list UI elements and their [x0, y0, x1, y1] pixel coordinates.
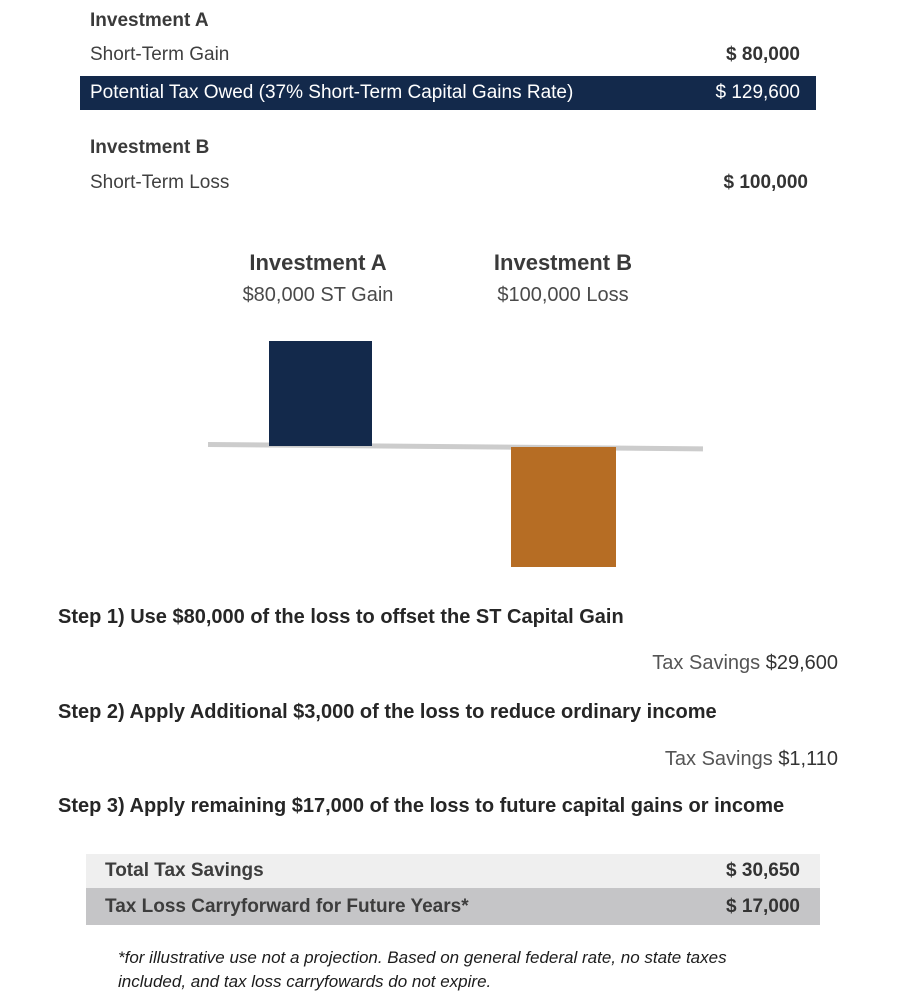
- chart-investment-a-subtitle: $80,000 ST Gain: [242, 284, 394, 306]
- step-3-text: Step 3) Apply remaining $17,000 of the loss to future capital gains or income: [58, 795, 785, 817]
- chart-column-a-header: [188, 250, 448, 307]
- footnote-disclaimer: *for illustrative use not a projection. Based on general federal rate, no state taxes included, and tax loss carryfowards do not expire.: [118, 948, 727, 992]
- step-1-tax-savings: [0, 652, 838, 675]
- step-2-tax-savings-value: $1,110: [778, 748, 838, 770]
- chart-investment-a-title: Investment A: [249, 250, 387, 275]
- investment-a-heading: Investment A: [90, 10, 209, 31]
- step-1-text: Step 1) Use $80,000 of the loss to offset the ST Capital Gain: [58, 606, 624, 628]
- carryforward-label: Tax Loss Carryforward for Future Years*: [105, 895, 469, 917]
- carryforward-row: [86, 888, 820, 925]
- short-term-loss-row: [80, 172, 816, 194]
- chart-column-b-header: [433, 250, 693, 307]
- short-term-gain-label: Short-Term Gain: [90, 44, 230, 65]
- step-2-tax-savings-label: Tax Savings: [664, 748, 773, 770]
- potential-tax-owed-value: $ 129,600: [715, 82, 800, 103]
- chart-investment-b-title: Investment B: [493, 250, 633, 275]
- gain-bar-investment-a: [269, 341, 372, 446]
- short-term-loss-value: $ 100,000: [723, 172, 808, 193]
- step-1-tax-savings-label: Tax Savings: [652, 652, 761, 674]
- short-term-gain-value: $ 80,000: [726, 44, 800, 65]
- short-term-loss-label: Short-Term Loss: [90, 172, 230, 193]
- potential-tax-owed-band: [80, 76, 816, 110]
- short-term-gain-row: [80, 44, 816, 66]
- carryforward-value: $ 17,000: [726, 895, 800, 917]
- step-2-tax-savings: [0, 748, 838, 771]
- total-tax-savings-row: [86, 854, 820, 888]
- chart-investment-b-subtitle: $100,000 Loss: [497, 284, 629, 306]
- step-1-tax-savings-value: $29,600: [765, 652, 838, 674]
- potential-tax-owed-label: Potential Tax Owed (37% Short-Term Capital Gains Rate): [90, 82, 574, 103]
- total-tax-savings-label: Total Tax Savings: [105, 860, 264, 881]
- step-2-text: Step 2) Apply Additional $3,000 of the loss to reduce ordinary income: [58, 701, 717, 723]
- loss-bar-investment-b: [511, 447, 616, 567]
- investment-b-heading: Investment B: [90, 137, 210, 158]
- total-tax-savings-value: $ 30,650: [726, 860, 800, 881]
